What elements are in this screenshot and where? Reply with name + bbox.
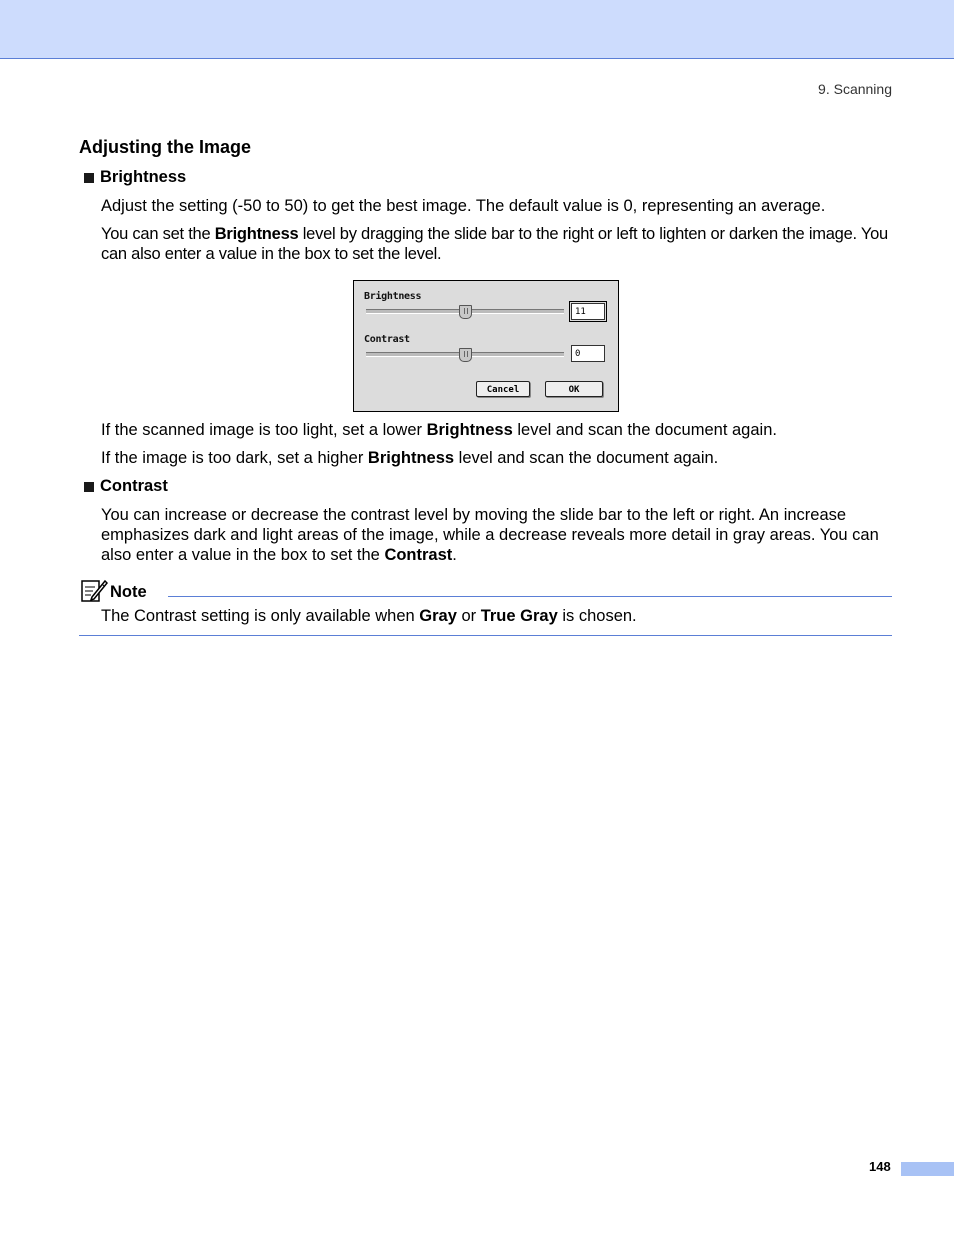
text-run: level and scan the document again. <box>454 449 719 467</box>
note-text <box>101 606 901 626</box>
brightness-slider-paragraph <box>101 224 901 264</box>
note-pencil-icon <box>80 578 108 604</box>
section-title: Adjusting the Image <box>79 137 252 157</box>
text-run: You can set the <box>101 225 215 243</box>
text-run: level by dragging the slide bar to the right or left to lighten or darken the image. You can also enter a value in the box to set the level. <box>101 225 888 263</box>
running-head: 9. Scanning <box>818 81 892 97</box>
contrast-paragraph <box>101 505 901 565</box>
brightness-contrast-dialog <box>353 280 619 412</box>
bold-term: True Gray <box>480 607 558 625</box>
text-run: If the scanned image is too light, set a lower <box>101 421 427 439</box>
bold-term: Brightness <box>426 421 513 439</box>
cancel-button[interactable]: Cancel <box>476 381 530 397</box>
dialog-contrast-label: Contrast <box>364 334 410 345</box>
square-bullet-icon <box>84 173 94 183</box>
text-run: If the image is too dark, set a higher <box>101 449 368 467</box>
text-run: . <box>452 546 457 564</box>
brightness-heading <box>84 168 186 187</box>
contrast-heading <box>84 477 168 496</box>
contrast-heading-text: Contrast <box>100 477 168 495</box>
text-run: is chosen. <box>557 607 637 625</box>
too-dark-paragraph <box>101 448 901 468</box>
note-top-rule <box>168 596 892 597</box>
brightness-slider-thumb[interactable] <box>459 305 472 319</box>
brightness-range-paragraph: Adjust the setting (-50 to 50) to get the best image. The default value is 0, representing an average. <box>101 197 826 215</box>
bold-term: Brightness <box>214 225 299 243</box>
text-run: level and scan the document again. <box>512 421 777 439</box>
page-tab-marker <box>901 1162 954 1176</box>
brightness-heading-text: Brightness <box>100 168 187 186</box>
text-run: You can increase or decrease the contrast level by moving the slide bar to the left or right. An increase emphasizes dark and light areas of the image, while a decrease reveals more detail in gray areas. You can also enter a value in the box to set the <box>101 506 879 564</box>
dialog-brightness-label: Brightness <box>364 291 422 302</box>
header-band <box>0 0 954 59</box>
too-light-paragraph <box>101 420 901 440</box>
contrast-value-input[interactable]: 0 <box>571 345 605 362</box>
text-run: The Contrast setting is only available when <box>101 607 420 625</box>
bold-term: Gray <box>419 607 457 625</box>
note-label: Note <box>110 583 147 601</box>
bold-term: Contrast <box>384 546 453 564</box>
page-number: 148 <box>869 1159 891 1174</box>
note-bottom-rule <box>79 635 892 636</box>
contrast-slider-thumb[interactable] <box>459 348 472 362</box>
bold-term: Brightness <box>367 449 455 467</box>
text-run: or <box>456 607 481 625</box>
square-bullet-icon <box>84 482 94 492</box>
ok-button[interactable]: OK <box>545 381 603 397</box>
brightness-value-input[interactable]: 11 <box>571 303 605 320</box>
